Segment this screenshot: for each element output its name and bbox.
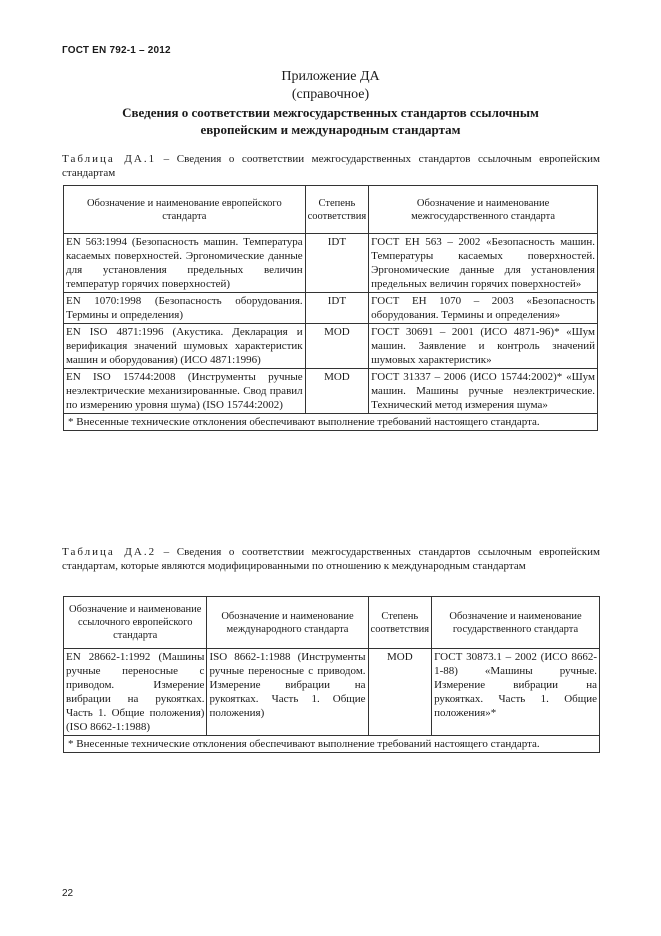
table-row [64, 649, 600, 736]
table-cell: MOD [368, 649, 432, 736]
table-cell: EN ISO 15744:2008 (Инструменты ручные неэлектрические механизированные. Свод правил по измерению уровня шума) (ISO 15744:2002) [64, 369, 306, 414]
table2-header-gost: Обозначение и наименование государственного стандарта [432, 597, 600, 649]
page-number: 22 [62, 888, 74, 899]
table-cell: IDT [305, 234, 369, 293]
table2-header-degree: Степень соответствия [368, 597, 432, 649]
table2-label: Таблица ДА.2 [62, 546, 157, 558]
table-footnote-row [64, 414, 598, 431]
annex-title-block [60, 68, 601, 138]
table2-header-eu: Обозначение и наименование ссылочного европейского стандарта [64, 597, 207, 649]
table-row [64, 234, 598, 293]
table-footnote-row [64, 736, 600, 753]
table-cell: EN 563:1994 (Безопасность машин. Температура касаемых поверхностей. Эргономические данные для установления предельных величин температур горячих поверхностей) [64, 234, 306, 293]
table2-caption-text: – Сведения о соответствии межгосударственных стандартов ссылочным европейским стандартам, которые являются модифицированными по отношению к международным стандартам [62, 546, 600, 572]
table-row [64, 369, 598, 414]
annex-heading-line1: Сведения о соответствии межгосударственных стандартов ссылочным [122, 105, 539, 120]
table-cell: EN 1070:1998 (Безопасность оборудования. Термины и определения) [64, 293, 306, 324]
document-header: ГОСТ EN 792-1 – 2012 [62, 45, 171, 56]
table2 [63, 596, 600, 753]
table-cell: IDT [305, 293, 369, 324]
table-row [64, 293, 598, 324]
table-cell: ГОСТ 31337 – 2006 (ИСО 15744:2002)* «Шум машин. Машины ручные неэлектрические. Технический метод измерения шума» [369, 369, 598, 414]
table2-footnote: * Внесенные технические отклонения обеспечивают выполнение требований настоящего стандарта. [64, 736, 600, 753]
table-cell: MOD [305, 369, 369, 414]
table1-caption-text: – Сведения о соответствии межгосударственных стандартов ссылочным европейским стандартам [62, 153, 600, 179]
table-cell: ГОСТ ЕН 1070 – 2003 «Безопасность оборудования. Термины и определения» [369, 293, 598, 324]
table1-caption [62, 152, 600, 180]
annex-title: Приложение ДА [281, 69, 380, 84]
table2-header-intl: Обозначение и наименование международного стандарта [207, 597, 368, 649]
table-cell: ГОСТ 30691 – 2001 (ИСО 4871-96)* «Шум машин. Заявление и контроль значений шумовых характеристик» [369, 324, 598, 369]
annex-heading-line2: европейским и международным стандартам [200, 122, 461, 137]
table1 [63, 185, 598, 431]
table-cell: EN ISO 4871:1996 (Акустика. Декларация и верификация значений шумовых характеристик машин и оборудования) (ИСО 4871:1996) [64, 324, 306, 369]
table1-footnote: * Внесенные технические отклонения обеспечивают выполнение требований настоящего стандарта. [64, 414, 598, 431]
table-cell: ГОСТ 30873.1 – 2002 (ИСО 8662-1-88) «Машины ручные. Измерение вибрации на рукоятках. Часть 1. Общие положения»* [432, 649, 600, 736]
table-cell: MOD [305, 324, 369, 369]
table1-header-eu: Обозначение и наименование европейского стандарта [64, 186, 306, 234]
table1-header-gost: Обозначение и наименование межгосударственного стандарта [369, 186, 598, 234]
table-row [64, 324, 598, 369]
table2-caption [62, 545, 600, 573]
table-cell: EN 28662-1:1992 (Машины ручные переносные с приводом. Измерение вибрации на рукоятках. Часть 1. Общие положения) (ISO 8662-1:1988) [64, 649, 207, 736]
table1-label: Таблица ДА.1 [62, 153, 157, 165]
annex-subtitle: (справочное) [291, 87, 370, 102]
table-cell: ГОСТ ЕН 563 – 2002 «Безопасность машин. Температуры касаемых поверхностей. Эргономические данные для установления предельных величин горячих поверхностей» [369, 234, 598, 293]
table1-header-degree: Степень соответствия [305, 186, 369, 234]
table-cell: ISO 8662-1:1988 (Инструменты ручные переносные с приводом. Измерение вибрации на рукоятках. Часть 1. Общие положения) [207, 649, 368, 736]
